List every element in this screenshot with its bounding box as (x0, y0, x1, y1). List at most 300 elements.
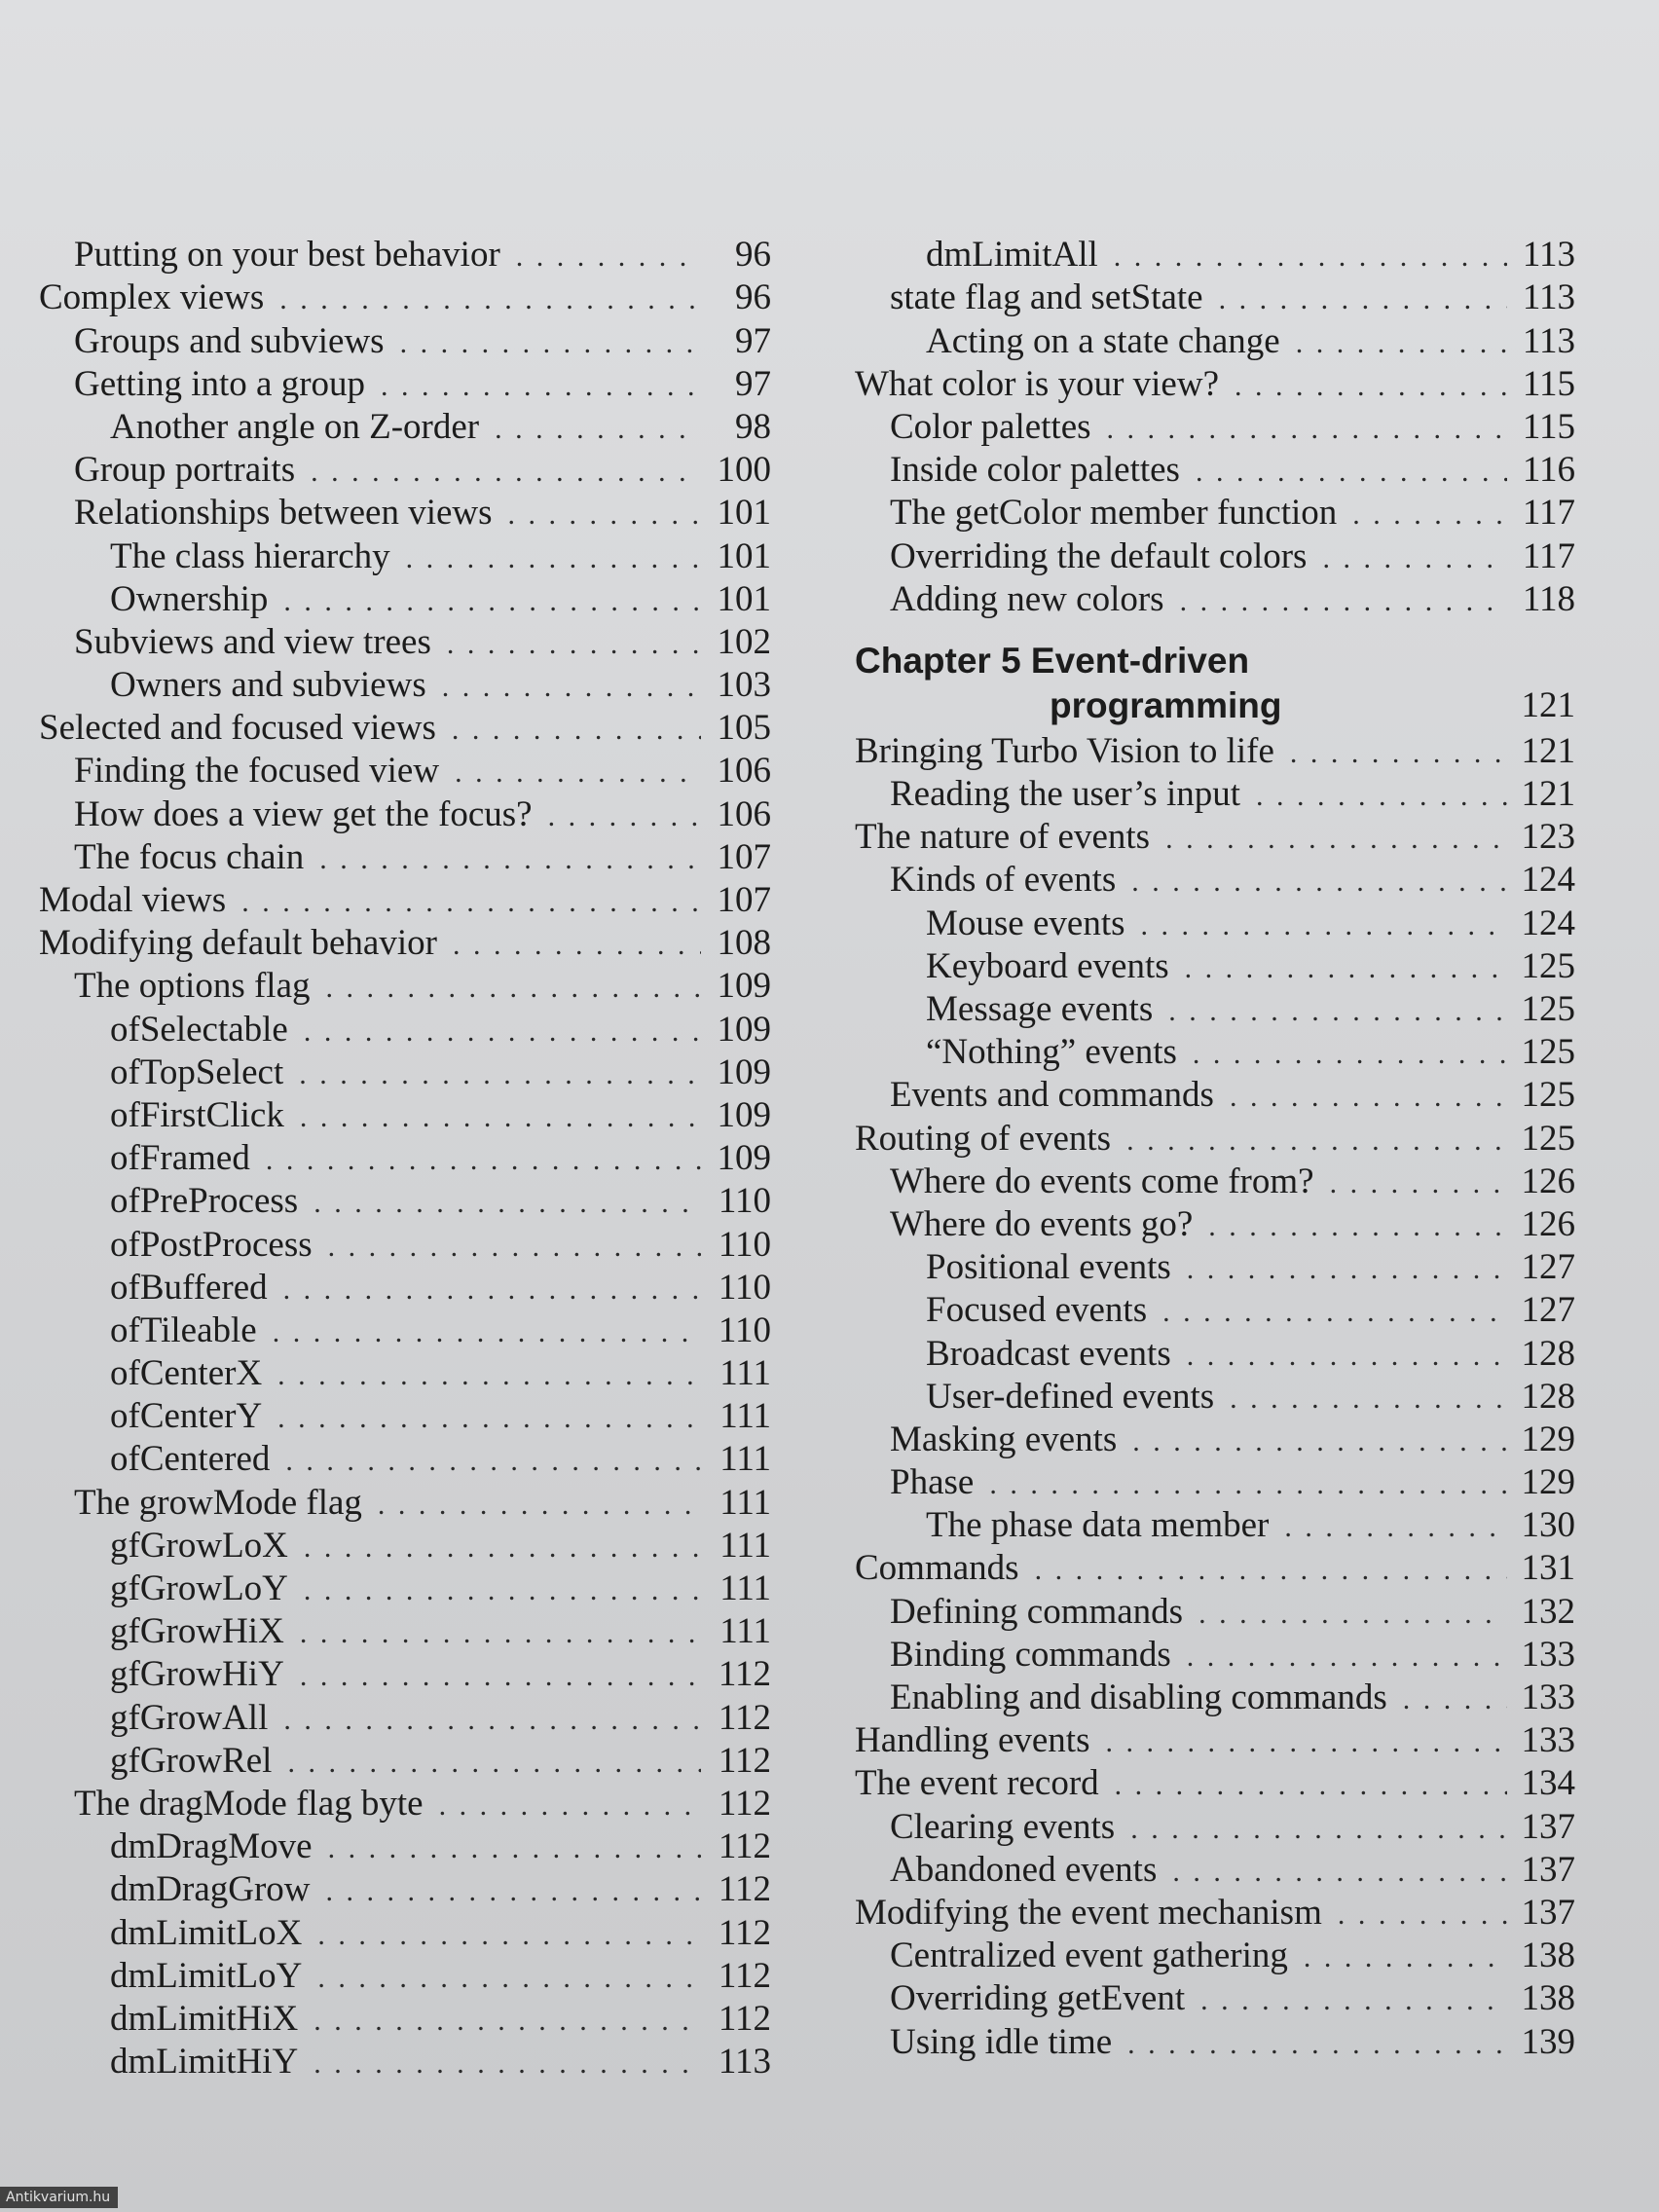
toc-entry (855, 1719, 1575, 1762)
toc-entry (855, 1547, 1575, 1590)
toc-entry (39, 492, 771, 535)
toc-entry-title: Message events (926, 989, 1154, 1029)
toc-entry-title: gfGrowLoY (110, 1568, 288, 1608)
toc-entry (39, 1137, 771, 1180)
toc-entry (39, 879, 771, 922)
toc-entry-page: 109 (717, 1051, 771, 1092)
toc-entry-title: dmDragMove (110, 1826, 313, 1867)
dot-leader (319, 840, 701, 879)
dot-leader (317, 1959, 701, 1998)
toc-entry-title: Commands (855, 1548, 1019, 1589)
dot-leader (1284, 1508, 1507, 1547)
dot-leader (313, 1184, 701, 1223)
toc-entry-title: Centralized event gathering (890, 1936, 1288, 1976)
toc-right-top-entries (855, 234, 1575, 621)
toc-entry (855, 1805, 1575, 1848)
dot-leader (1172, 1853, 1507, 1892)
toc-entry (855, 1461, 1575, 1504)
toc-entry-page: 111 (719, 1353, 771, 1394)
dot-leader (1115, 1766, 1507, 1805)
toc-entry (39, 965, 771, 1008)
toc-entry-title: Acting on a state change (926, 320, 1280, 361)
toc-entry-title: ofCenterX (110, 1353, 263, 1394)
toc-entry (39, 793, 771, 835)
toc-entry-page: 96 (735, 277, 771, 318)
toc-entry (855, 363, 1575, 406)
toc-entry-title: What color is your view? (855, 363, 1219, 404)
toc-entry-page: 111 (719, 1525, 771, 1566)
toc-entry (39, 1180, 771, 1223)
dot-leader (1185, 949, 1507, 988)
dot-leader (300, 1614, 701, 1653)
toc-entry-title: Enabling and disabling commands (890, 1677, 1387, 1717)
dot-leader (1198, 1595, 1507, 1634)
toc-entry (39, 1998, 771, 2041)
dot-leader (1200, 1981, 1507, 2020)
toc-entry-page: 111 (719, 1396, 771, 1437)
dot-leader (1338, 1896, 1507, 1935)
watermark-logo: Antikvarium.hu (0, 2187, 118, 2208)
toc-entry-page: 133 (1521, 1720, 1575, 1761)
toc-entry (39, 1740, 771, 1783)
dot-leader (317, 1916, 701, 1955)
toc-entry (855, 449, 1575, 492)
toc-entry-title: ofBuffered (110, 1267, 268, 1308)
dot-leader (304, 1013, 701, 1051)
toc-entry-title: Clearing events (890, 1806, 1116, 1847)
toc-entry-page: 134 (1521, 1763, 1575, 1804)
toc-entry-page: 138 (1521, 1936, 1575, 1976)
dot-leader (1330, 1164, 1507, 1203)
toc-left-column (39, 234, 771, 2083)
dot-leader (1193, 1035, 1507, 1074)
dot-leader (1162, 1293, 1507, 1332)
toc-entry (855, 406, 1575, 449)
dot-leader (400, 324, 701, 363)
toc-entry-page: 110 (718, 1267, 771, 1308)
toc-entry-page: 125 (1521, 1075, 1575, 1116)
toc-entry (855, 1203, 1575, 1246)
toc-entry-title: Ownership (110, 578, 269, 619)
dot-leader (273, 1313, 701, 1352)
toc-entry-page: 118 (1522, 578, 1575, 619)
toc-entry-page: 108 (717, 923, 771, 964)
chapter-title-line1: Chapter 5 Event-driven (855, 640, 1250, 681)
dot-leader (1187, 1337, 1507, 1376)
toc-entry (39, 319, 771, 362)
toc-entry (39, 1438, 771, 1481)
dot-leader (453, 926, 701, 965)
dot-leader (328, 1228, 701, 1267)
toc-entry-title: Where do events go? (890, 1203, 1194, 1244)
toc-entry (855, 1590, 1575, 1633)
toc-entry (855, 859, 1575, 902)
toc-entry-title: Keyboard events (926, 945, 1169, 986)
toc-entry-page: 101 (717, 578, 771, 619)
toc-entry-title: Owners and subviews (110, 665, 426, 706)
toc-entry (39, 1653, 771, 1696)
dot-leader (328, 1829, 701, 1868)
toc-entry-page: 101 (717, 493, 771, 534)
toc-entry (855, 1634, 1575, 1677)
toc-entry-title: ofTopSelect (110, 1051, 284, 1092)
dot-leader (1107, 410, 1507, 449)
toc-entry-title: gfGrowHiX (110, 1611, 284, 1652)
dot-leader (1180, 582, 1507, 621)
dot-leader (277, 1399, 701, 1438)
toc-entry-page: 137 (1521, 1892, 1575, 1933)
toc-entry-page: 137 (1521, 1849, 1575, 1890)
dot-leader (279, 280, 701, 319)
toc-entry-title: gfGrowRel (110, 1740, 273, 1781)
toc-entry-page: 113 (1522, 277, 1575, 318)
dot-leader (548, 797, 701, 836)
toc-entry (39, 1051, 771, 1094)
toc-entry-title: dmLimitHiY (110, 2042, 299, 2083)
dot-leader (1230, 1078, 1507, 1117)
toc-entry-page: 111 (719, 1611, 771, 1652)
toc-entry (39, 276, 771, 319)
toc-entry-title: Modal views (39, 880, 227, 920)
toc-entry (39, 664, 771, 707)
toc-entry-page: 138 (1521, 1978, 1575, 2019)
toc-entry-title: Where do events come from? (890, 1161, 1314, 1201)
toc-entry (855, 1677, 1575, 1719)
dot-leader (439, 1787, 701, 1825)
toc-entry-title: The focus chain (74, 836, 305, 877)
toc-entry-title: User-defined events (926, 1376, 1215, 1417)
toc-entry (855, 1031, 1575, 1074)
dot-leader (313, 2045, 701, 2083)
toc-entry-title: Adding new colors (890, 578, 1164, 619)
dot-leader (1131, 863, 1507, 902)
toc-entry-title: dmLimitLoY (110, 1955, 303, 1996)
dot-leader (1035, 1551, 1507, 1590)
toc-entry (855, 1074, 1575, 1117)
toc-entry-title: ofPreProcess (110, 1181, 299, 1222)
toc-entry-title: Complex views (39, 277, 265, 318)
toc-entry (39, 1008, 771, 1051)
toc-entry-title: The getColor member function (890, 493, 1338, 534)
toc-entry (855, 234, 1575, 276)
dot-leader (447, 625, 701, 664)
dot-leader (1168, 992, 1507, 1031)
toc-entry-title: Groups and subviews (74, 320, 385, 361)
dot-leader (508, 496, 701, 535)
toc-entry-title: Subviews and view trees (74, 621, 431, 662)
dot-leader (1105, 1723, 1507, 1762)
toc-entry-page: 97 (735, 363, 771, 404)
chapter-page-number: 121 (1521, 684, 1575, 725)
toc-entry-title: Masking events (890, 1419, 1118, 1459)
toc-entry (39, 922, 771, 965)
toc-entry-page: 125 (1521, 1032, 1575, 1073)
toc-entry-title: Selected and focused views (39, 708, 436, 749)
toc-entry-page: 109 (717, 966, 771, 1007)
toc-entry-title: Events and commands (890, 1075, 1214, 1116)
toc-entry-title: Modifying the event mechanism (855, 1892, 1322, 1933)
toc-entry-title: The growMode flag (74, 1482, 362, 1523)
dot-leader (283, 582, 701, 621)
dot-leader (1296, 324, 1507, 363)
dot-leader (326, 969, 701, 1008)
dot-leader (1132, 1422, 1507, 1461)
toc-entry-page: 125 (1521, 1118, 1575, 1159)
dot-leader (1126, 1122, 1507, 1161)
dot-leader (266, 1141, 701, 1180)
toc-entry-title: Relationships between views (74, 493, 493, 534)
dot-leader (311, 453, 701, 492)
toc-entry-title: dmLimitHiX (110, 1998, 299, 2039)
toc-entry-title: Binding commands (890, 1634, 1171, 1675)
toc-entry-title: Overriding the default colors (890, 535, 1308, 576)
toc-entry-page: 102 (717, 621, 771, 662)
toc-entry (39, 578, 771, 621)
toc-entry-title: The event record (855, 1763, 1099, 1804)
toc-entry-page: 115 (1522, 363, 1575, 404)
toc-entry (39, 1911, 771, 1954)
toc-entry (855, 816, 1575, 859)
toc-entry-title: gfGrowLoX (110, 1525, 288, 1566)
toc-entry-page: 113 (1522, 320, 1575, 361)
toc-entry-title: Overriding getEvent (890, 1978, 1186, 2019)
toc-entry-page: 129 (1521, 1419, 1575, 1459)
toc-entry-page: 103 (717, 665, 771, 706)
dot-leader (1403, 1680, 1507, 1719)
toc-entry-page: 137 (1521, 1806, 1575, 1847)
toc-entry (39, 234, 771, 276)
toc-entry-page: 113 (718, 2042, 771, 2083)
toc-entry-page: 130 (1521, 1505, 1575, 1546)
toc-entry-title: ofPostProcess (110, 1224, 313, 1265)
toc-entry-title: Abandoned events (890, 1849, 1158, 1890)
toc-entry-page: 100 (717, 450, 771, 491)
toc-entry-title: Defining commands (890, 1591, 1184, 1632)
toc-entry-page: 109 (717, 1138, 771, 1179)
toc-entry-page: 125 (1521, 945, 1575, 986)
toc-entry (855, 1289, 1575, 1332)
toc-entry-title: The dragMode flag byte (74, 1783, 424, 1824)
toc-entry-page: 112 (718, 1869, 771, 1910)
toc-entry (39, 1481, 771, 1524)
toc-entry (39, 621, 771, 664)
toc-entry-title: dmLimitAll (926, 235, 1098, 276)
toc-entry-title: Using idle time (890, 2021, 1113, 2062)
toc-entry-title: “Nothing” events (926, 1032, 1177, 1073)
toc-entry-title: The phase data member (926, 1505, 1270, 1546)
toc-entry-title: ofCentered (110, 1439, 271, 1480)
toc-entry (39, 1352, 771, 1395)
toc-entry-title: The nature of events (855, 817, 1151, 858)
toc-entry-title: ofFramed (110, 1138, 250, 1179)
toc-entry (855, 319, 1575, 362)
toc-entry-title: ofSelectable (110, 1009, 288, 1050)
toc-entry (855, 1376, 1575, 1419)
dot-leader (1304, 1938, 1507, 1977)
dot-leader (304, 1529, 701, 1567)
toc-entry (39, 1395, 771, 1438)
toc-entry-title: Phase (890, 1462, 975, 1503)
dot-leader (381, 367, 701, 406)
toc-entry-page: 127 (1521, 1290, 1575, 1331)
toc-entry (855, 492, 1575, 535)
toc-entry (855, 988, 1575, 1031)
toc-right-bottom-entries (855, 730, 1575, 2064)
toc-entry-title: Color palettes (890, 406, 1091, 447)
toc-entry (855, 945, 1575, 988)
toc-right-column (855, 234, 1575, 2064)
toc-entry-title: Getting into a group (74, 363, 366, 404)
dot-leader (495, 410, 701, 449)
toc-entry (855, 1419, 1575, 1461)
toc-entry (39, 1825, 771, 1868)
toc-entry-page: 111 (719, 1568, 771, 1608)
dot-leader (299, 1055, 701, 1094)
toc-entry-page: 127 (1521, 1247, 1575, 1288)
dot-leader (300, 1098, 701, 1137)
toc-entry (39, 1567, 771, 1610)
toc-entry-page: 125 (1521, 989, 1575, 1029)
toc-entry-page: 112 (718, 1998, 771, 2039)
toc-entry-page: 126 (1521, 1161, 1575, 1201)
toc-entry-page: 124 (1521, 860, 1575, 901)
toc-entry-title: dmDragGrow (110, 1869, 311, 1910)
toc-entry-title: Kinds of events (890, 860, 1117, 901)
dot-leader (283, 1271, 701, 1309)
toc-entry-page: 112 (718, 1826, 771, 1867)
toc-entry (855, 902, 1575, 944)
toc-entry-page: 97 (735, 320, 771, 361)
toc-entry-page: 129 (1521, 1462, 1575, 1503)
dot-leader (1187, 1638, 1507, 1677)
dot-leader (1114, 238, 1507, 276)
toc-entry-title: How does a view get the focus? (74, 793, 533, 834)
toc-entry-title: Bringing Turbo Vision to life (855, 730, 1274, 771)
toc-entry-page: 131 (1521, 1548, 1575, 1589)
dot-leader (1352, 496, 1507, 535)
toc-entry (855, 2020, 1575, 2063)
toc-entry (39, 1309, 771, 1352)
toc-entry-title: Broadcast events (926, 1333, 1171, 1374)
dot-leader (285, 1442, 701, 1481)
toc-entry (855, 1849, 1575, 1892)
toc-entry-title: state flag and setState (890, 277, 1203, 318)
dot-leader (1322, 539, 1507, 578)
toc-entry (39, 1696, 771, 1739)
toc-entry-title: Finding the focused view (74, 751, 440, 792)
dot-leader (1230, 1380, 1507, 1419)
toc-entry (39, 2041, 771, 2083)
toc-entry (855, 578, 1575, 621)
toc-entry-title: The class hierarchy (110, 535, 390, 576)
toc-entry-title: Another angle on Z-order (110, 406, 480, 447)
dot-leader (455, 754, 701, 793)
toc-entry-page: 128 (1521, 1333, 1575, 1374)
toc-entry-title: ofFirstClick (110, 1094, 284, 1135)
toc-entry-title: dmLimitLoX (110, 1912, 303, 1953)
dot-leader (304, 1571, 701, 1610)
toc-entry (39, 1868, 771, 1911)
toc-entry-title: Putting on your best behavior (74, 235, 500, 276)
toc-entry-page: 107 (717, 880, 771, 920)
dot-leader (1208, 1207, 1507, 1246)
toc-entry-page: 133 (1521, 1677, 1575, 1717)
toc-entry (39, 1610, 771, 1653)
toc-entry (855, 1246, 1575, 1289)
toc-entry-page: 96 (735, 235, 771, 276)
toc-entry-page: 112 (718, 1654, 771, 1695)
dot-leader (1290, 734, 1507, 773)
toc-entry (855, 1935, 1575, 1977)
toc-entry-title: Inside color palettes (890, 450, 1180, 491)
dot-leader (1127, 2025, 1507, 2064)
toc-entry-page: 123 (1521, 817, 1575, 858)
dot-leader (1141, 906, 1508, 945)
dot-leader (277, 1356, 701, 1395)
toc-entry-page: 115 (1522, 406, 1575, 447)
toc-entry (855, 1762, 1575, 1805)
toc-entry-title: Routing of events (855, 1118, 1112, 1159)
toc-entry (39, 1267, 771, 1309)
dot-leader (283, 1701, 701, 1740)
dot-leader (1165, 820, 1507, 859)
dot-leader (378, 1486, 701, 1525)
toc-entry (855, 535, 1575, 577)
toc-entry-page: 121 (1521, 774, 1575, 815)
toc-entry (39, 1525, 771, 1567)
toc-entry-page: 101 (717, 535, 771, 576)
toc-entry-page: 107 (717, 836, 771, 877)
toc-entry-title: ofTileable (110, 1309, 257, 1350)
toc-entry-page: 126 (1521, 1203, 1575, 1244)
dot-leader (313, 2002, 701, 2041)
toc-entry-title: The options flag (74, 966, 311, 1007)
toc-entry-page: 139 (1521, 2021, 1575, 2062)
toc-entry-title: Focused events (926, 1290, 1148, 1331)
toc-entry-page: 112 (718, 1783, 771, 1824)
chapter-title-line2: programming (1050, 684, 1282, 725)
toc-entry-page: 111 (719, 1439, 771, 1480)
toc-entry-page: 112 (718, 1955, 771, 1996)
toc-entry (855, 1892, 1575, 1935)
toc-entry-page: 106 (717, 751, 771, 792)
toc-entry (855, 276, 1575, 319)
toc-entry-page: 110 (718, 1181, 771, 1222)
toc-entry-page: 113 (1522, 235, 1575, 276)
dot-leader (1130, 1810, 1507, 1849)
toc-entry-page: 111 (719, 1482, 771, 1523)
dot-leader (1196, 453, 1507, 492)
toc-entry-page: 109 (717, 1009, 771, 1050)
toc-entry-title: Positional events (926, 1247, 1171, 1288)
toc-entry (855, 1117, 1575, 1160)
toc-entry-title: ofCenterY (110, 1396, 263, 1437)
toc-entry (39, 750, 771, 793)
dot-leader (241, 883, 701, 922)
toc-entry-page: 133 (1521, 1634, 1575, 1675)
dot-leader (300, 1657, 701, 1696)
toc-entry (39, 1955, 771, 1998)
toc-entry-page: 110 (718, 1224, 771, 1265)
toc-entry (855, 1977, 1575, 2020)
dot-leader (452, 711, 701, 750)
toc-entry-title: Group portraits (74, 450, 296, 491)
toc-entry (855, 773, 1575, 816)
dot-leader (1235, 367, 1507, 406)
toc-entry-page: 132 (1521, 1591, 1575, 1632)
toc-entry (39, 1783, 771, 1825)
dot-leader (326, 1872, 701, 1911)
